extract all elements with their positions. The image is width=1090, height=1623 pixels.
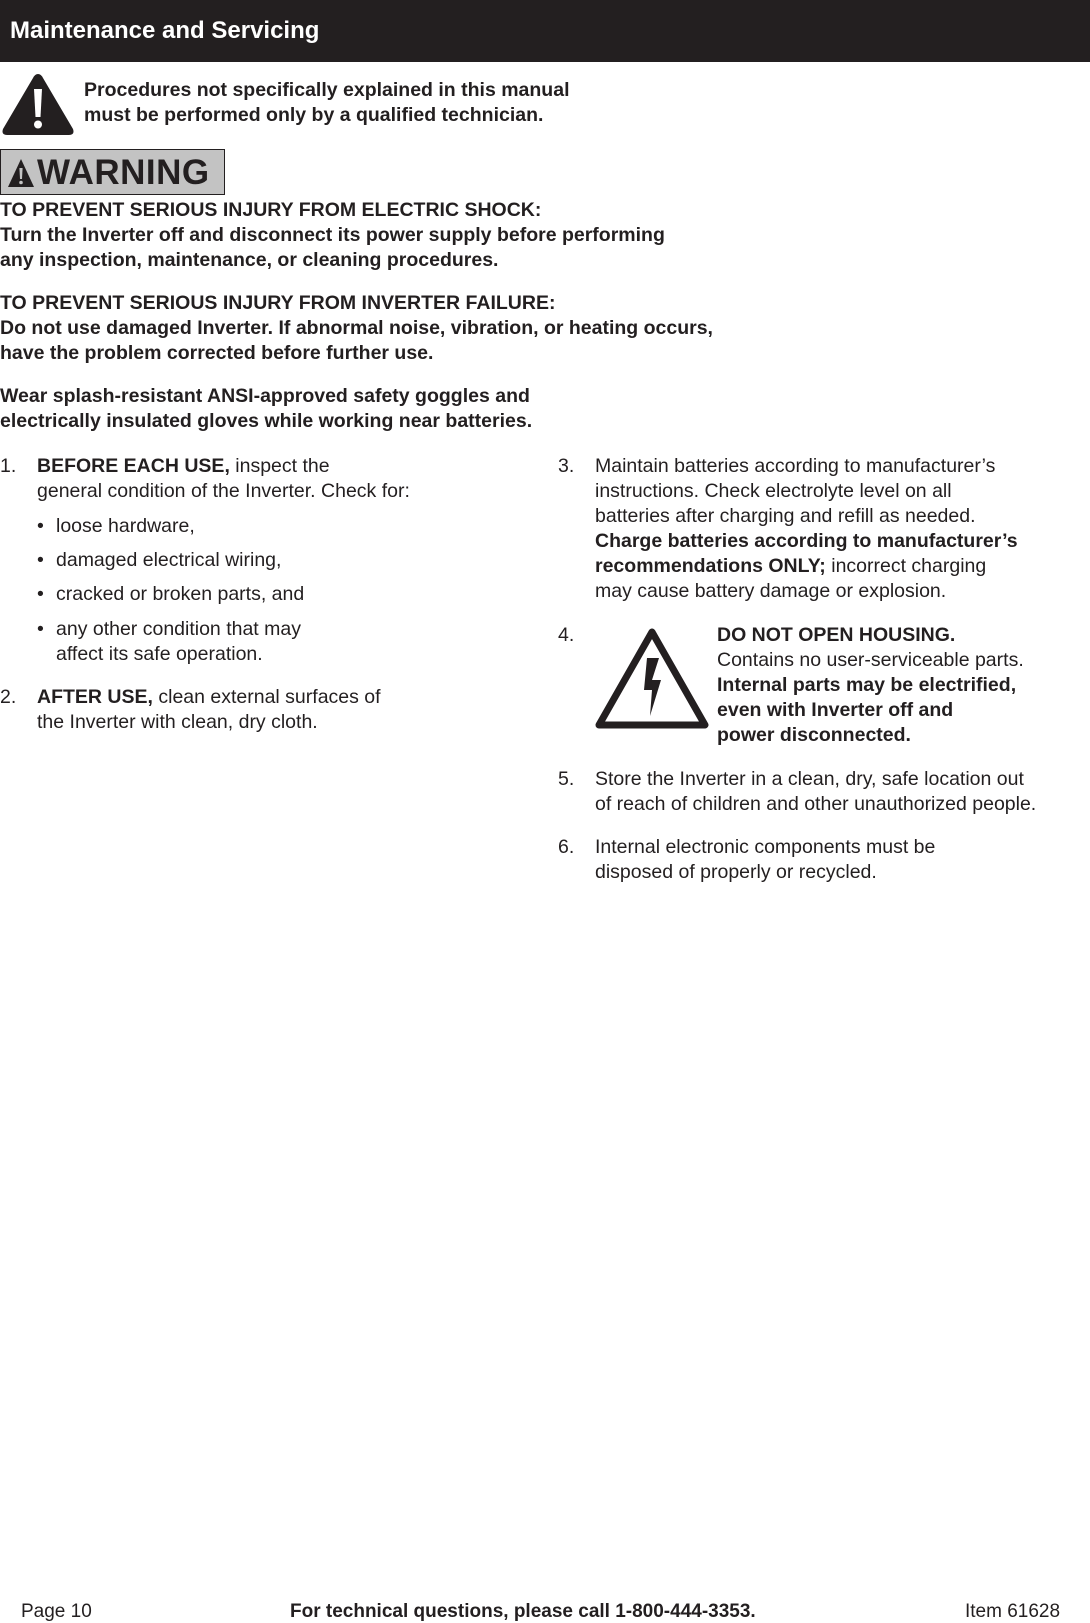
step-text: the Inverter with clean, dry cloth.: [37, 711, 318, 733]
qualified-technician-notice: [84, 78, 724, 128]
warning-line: any inspection, maintenance, or cleaning procedures.: [0, 249, 499, 271]
step-number: 1.: [0, 455, 17, 477]
step-bold-text: even with Inverter off and: [717, 699, 954, 721]
step-bold-text: power disconnected.: [717, 724, 911, 746]
step-text: disposed of properly or recycled.: [595, 861, 877, 883]
safety-gear-warning: [0, 384, 800, 434]
step-2: [0, 685, 520, 740]
step-number: 4.: [558, 624, 575, 646]
warning-line: Do not use damaged Inverter. If abnormal noise, vibration, or heating occurs,: [0, 317, 713, 339]
warning-line: electrically insulated gloves while working near batteries.: [0, 410, 533, 432]
step-bold-text: Internal parts may be electrified,: [717, 674, 1017, 696]
step-bold-lead: AFTER USE,: [37, 686, 153, 708]
warning-line: Wear splash-resistant ANSI-approved safety goggles and: [0, 385, 530, 407]
step-bold-text: recommendations ONLY;: [595, 555, 826, 577]
warning-line: have the problem corrected before further use.: [0, 342, 434, 364]
step-bold-lead: BEFORE EACH USE,: [37, 455, 230, 477]
electric-shock-warning: [0, 198, 800, 273]
step-text: Contains no user-serviceable parts.: [717, 649, 1024, 671]
step-1: 1. BEFORE EACH USE, inspect the general condition of the Inverter. Check for: • loose hardware, • damaged electrical wiring, • cracked or broken parts, and • any other condition that may affect its safe operation.: [0, 455, 410, 665]
step-text: Maintain batteries according to manufacturer’s: [595, 455, 996, 477]
step-bold-text: DO NOT OPEN HOUSING.: [717, 624, 956, 646]
step-text: general condition of the Inverter. Check for:: [37, 480, 410, 502]
inverter-failure-warning: [0, 291, 800, 366]
warning-heading: TO PREVENT SERIOUS INJURY FROM ELECTRIC SHOCK:: [0, 199, 542, 221]
small-exclamation-triangle-icon: [7, 158, 35, 188]
step-number: 6.: [558, 836, 575, 858]
step-text: may cause battery damage or explosion.: [595, 580, 947, 602]
section-title: Maintenance and Servicing: [10, 17, 320, 44]
item-number: Item 61628: [965, 1601, 1061, 1622]
step-text: batteries after charging and refill as needed.: [595, 505, 976, 527]
step-number: 5.: [558, 768, 575, 790]
step-3: [558, 454, 1088, 609]
warning-label: WARNING: [37, 153, 210, 192]
step-text: of reach of children and other unauthorized people.: [595, 793, 1037, 815]
step-bold-text: Charge batteries according to manufacturer’s: [595, 530, 1018, 552]
step-number: 2.: [0, 686, 17, 708]
electric-shock-warning-icon: [595, 628, 709, 729]
warning-heading: TO PREVENT SERIOUS INJURY FROM INVERTER FAILURE:: [0, 292, 556, 314]
step-text: Internal electronic components must be: [595, 836, 936, 858]
step-number: 3.: [558, 455, 575, 477]
step-text: instructions. Check electrolyte level on all: [595, 480, 952, 502]
section-header: [0, 0, 1090, 62]
step-6: [558, 835, 1088, 890]
warning-badge: [0, 149, 225, 195]
page-number: Page 10: [21, 1601, 92, 1622]
step-text: inspect the: [229, 455, 330, 477]
warning-line: Turn the Inverter off and disconnect its power supply before performing: [0, 224, 665, 246]
technical-support-line: For technical questions, please call 1-800-444-3353.: [290, 1601, 756, 1622]
notice-line: must be performed only by a qualified technician.: [84, 104, 544, 126]
notice-line: Procedures not specifically explained in this manual: [84, 79, 570, 101]
step-text: incorrect charging: [825, 555, 987, 577]
exclamation-triangle-icon: [0, 71, 76, 138]
step-5: [558, 767, 1088, 822]
step-text: Store the Inverter in a clean, dry, safe location out: [595, 768, 1024, 790]
step-text: clean external surfaces of: [152, 686, 381, 708]
